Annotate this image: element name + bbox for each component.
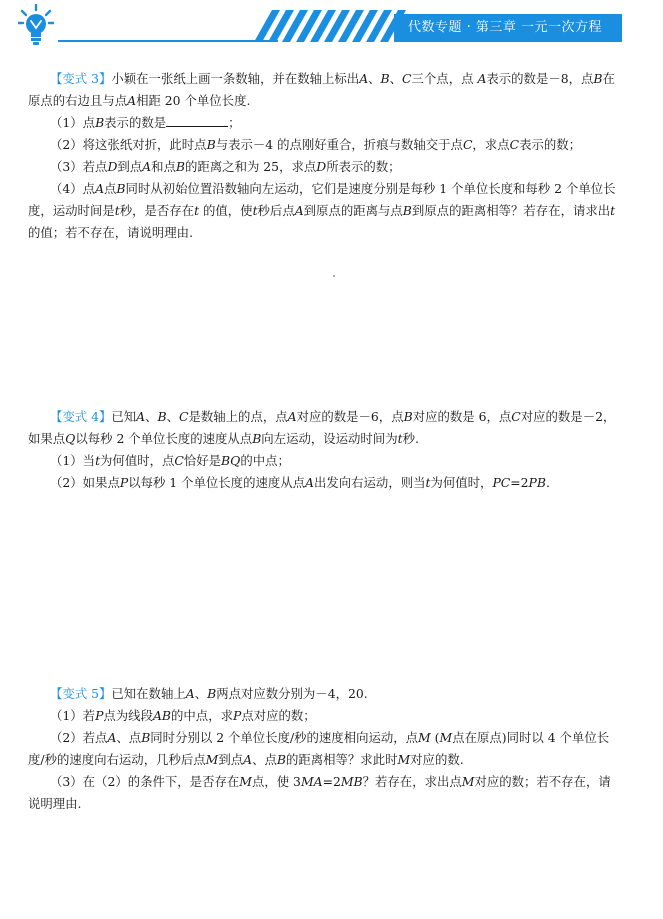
text-run: 对应的数是 6，点 bbox=[412, 409, 512, 424]
text-run: 以每秒 2 个单位长度的速度从点 bbox=[75, 431, 253, 446]
text-run: 、 bbox=[145, 409, 158, 424]
text-run: 点对应的数； bbox=[241, 708, 316, 723]
text-run: 小颖在一张纸上画一条数轴，并在数轴上标出 bbox=[111, 71, 360, 86]
problem-tag: 【变式 3】 bbox=[50, 71, 112, 86]
text-run: 向左运动，设运动时间为 bbox=[261, 431, 398, 446]
text-run: 到原点的距离相等？若存在，请求出 bbox=[411, 203, 611, 218]
sub-question-1 bbox=[28, 705, 622, 727]
text-run: 的值；若不存在，请说明理由. bbox=[28, 225, 194, 240]
math-variable: Q bbox=[65, 431, 76, 446]
math-variable: B bbox=[276, 752, 286, 767]
math-variable: t bbox=[252, 203, 258, 218]
text-run: 与表示－4 的点刚好重合，折痕与数轴交于点 bbox=[215, 137, 463, 152]
math-variable: M bbox=[397, 752, 411, 767]
math-variable: MA bbox=[300, 774, 323, 789]
math-variable: A bbox=[294, 203, 304, 218]
text-run: （1）若 bbox=[50, 708, 96, 723]
math-variable: A bbox=[136, 409, 146, 424]
math-variable: t bbox=[397, 431, 403, 446]
text-run: （4）点 bbox=[50, 181, 96, 196]
text-run: 秒后点 bbox=[257, 203, 295, 218]
problem-tag: 【变式 4】 bbox=[50, 409, 112, 424]
math-variable: B bbox=[141, 730, 151, 745]
math-variable: B bbox=[116, 181, 126, 196]
math-variable: B bbox=[593, 71, 603, 86]
problem-variant-3 bbox=[28, 68, 622, 244]
math-variable: B bbox=[380, 71, 390, 86]
text-run: 以每秒 1 个单位长度的速度从点 bbox=[128, 475, 306, 490]
math-variable: A bbox=[142, 159, 152, 174]
math-variable: t bbox=[194, 203, 200, 218]
text-run: 两点对应数分别为－4，20. bbox=[216, 686, 368, 701]
text-run: 的距离相等？求此时 bbox=[285, 752, 398, 767]
lightbulb-icon bbox=[18, 4, 54, 48]
text-run: 相距 20 个单位长度. bbox=[136, 93, 251, 108]
text-run: 到点 bbox=[218, 752, 244, 767]
problem-tag: 【变式 5】 bbox=[50, 686, 112, 701]
text-run: 对应的数是－6，点 bbox=[296, 409, 404, 424]
text-run: 同时从初始位置沿数轴向左运动，它们是速度分别是每秒 1 个单位长度和每秒 2 个单位长度，运动时间是 bbox=[28, 181, 616, 218]
text-run: ？若存在，求出点 bbox=[362, 774, 462, 789]
text-run: 、 bbox=[194, 686, 208, 701]
math-variable: D bbox=[316, 159, 327, 174]
math-variable: B bbox=[206, 137, 216, 152]
sub-question-3 bbox=[28, 771, 622, 815]
page-header bbox=[0, 0, 663, 52]
sub-question-2 bbox=[28, 727, 622, 771]
text-run: 为何值时，点 bbox=[100, 453, 175, 468]
math-variable: t bbox=[425, 475, 431, 490]
text-run: 为何值时， bbox=[430, 475, 493, 490]
text-run: 的距离之和为 25，求点 bbox=[185, 159, 317, 174]
math-variable: C bbox=[402, 71, 412, 86]
math-variable: MB bbox=[340, 774, 363, 789]
math-variable: P bbox=[232, 708, 242, 723]
text-run: 点在原点)同时以 4 个单位长度/秒的速度向右运动，几秒后点 bbox=[28, 730, 610, 767]
answer-blank bbox=[166, 112, 228, 127]
math-variable: A bbox=[305, 475, 314, 490]
scan-speck bbox=[333, 275, 335, 277]
math-variable: B bbox=[402, 203, 412, 218]
math-variable: A bbox=[95, 181, 105, 196]
math-variable: B bbox=[175, 159, 186, 174]
text-run: =2 bbox=[510, 475, 529, 490]
sub-question-3 bbox=[28, 156, 622, 178]
math-variable: A bbox=[287, 409, 297, 424]
text-run: 已知在数轴上 bbox=[111, 686, 186, 701]
text-run: 、点 bbox=[116, 730, 142, 745]
math-variable: C bbox=[174, 453, 184, 468]
text-run: 同时分别以 2 个单位长度/秒的速度相向运动，点 bbox=[150, 730, 419, 745]
text-run: 点，使 3 bbox=[251, 774, 301, 789]
chapter-banner: 代数专题 · 第三章 一元一次方程 bbox=[394, 14, 622, 42]
math-variable: A bbox=[359, 71, 369, 86]
math-variable: M bbox=[239, 774, 252, 789]
text-run: （2）将这张纸对折，此时点 bbox=[50, 137, 207, 152]
problem-intro bbox=[28, 406, 622, 450]
text-run: 出发向右运动，则当 bbox=[313, 475, 426, 490]
math-variable: B bbox=[207, 686, 217, 701]
text-run: 到原点的距离与点 bbox=[303, 203, 403, 218]
math-variable: B bbox=[157, 409, 167, 424]
sub-question-1 bbox=[28, 112, 622, 134]
math-variable: A bbox=[477, 71, 487, 86]
math-variable: AB bbox=[152, 708, 172, 723]
text-run: 已知 bbox=[111, 409, 137, 424]
text-run: 表示的数； bbox=[519, 137, 582, 152]
problem-intro bbox=[28, 68, 622, 112]
text-run: 、 bbox=[389, 71, 403, 86]
text-run: 、 bbox=[166, 409, 180, 424]
problem-variant-5 bbox=[28, 683, 622, 815]
math-variable: P bbox=[119, 475, 129, 490]
text-run: 秒，是否存在 bbox=[119, 203, 195, 218]
header-stripes bbox=[248, 10, 408, 42]
math-variable: A bbox=[127, 93, 137, 108]
text-run: 秒. bbox=[402, 431, 419, 446]
text-run: 是数轴上的点，点 bbox=[188, 409, 288, 424]
sub-question-2 bbox=[28, 472, 622, 494]
text-run: 对应的数是－2，如果点 bbox=[28, 409, 616, 446]
math-variable: B bbox=[252, 431, 262, 446]
text-run: 恰好是 bbox=[183, 453, 222, 468]
math-variable: PB bbox=[528, 475, 546, 490]
text-run: （3）若点 bbox=[50, 159, 108, 174]
math-variable: C bbox=[462, 137, 473, 152]
math-variable: PC bbox=[492, 475, 511, 490]
math-variable: t bbox=[610, 203, 616, 218]
text-run: 表示的数是 bbox=[104, 115, 167, 130]
math-variable: A bbox=[185, 686, 195, 701]
math-variable: A bbox=[243, 752, 253, 767]
math-variable: C bbox=[509, 137, 520, 152]
text-run: 在原点的右边且与点 bbox=[28, 71, 615, 108]
header-divider bbox=[58, 40, 278, 42]
text-run: 对应的数；若不存在，请说明理由. bbox=[28, 774, 611, 811]
text-run: 三个点，点 bbox=[411, 71, 478, 86]
problem-variant-4 bbox=[28, 406, 622, 494]
text-run: 、点 bbox=[252, 752, 277, 767]
text-run: 、 bbox=[368, 71, 381, 86]
text-run: ； bbox=[228, 115, 241, 130]
sub-question-4 bbox=[28, 178, 622, 244]
text-run: 的值，使 bbox=[199, 203, 253, 218]
text-run: 到点 bbox=[117, 159, 143, 174]
math-variable: B bbox=[95, 115, 105, 130]
text-run: （3）在（2）的条件下，是否存在 bbox=[50, 774, 240, 789]
math-variable: M bbox=[439, 730, 453, 745]
math-variable: A bbox=[107, 730, 117, 745]
text-run: （2）如果点 bbox=[50, 475, 120, 490]
math-variable: B bbox=[403, 409, 413, 424]
math-variable: M bbox=[205, 752, 219, 767]
math-variable: P bbox=[95, 708, 104, 723]
text-run: 对应的数. bbox=[410, 752, 464, 767]
math-variable: t bbox=[114, 203, 120, 218]
text-run: （2）若点 bbox=[50, 730, 108, 745]
math-variable: C bbox=[179, 409, 189, 424]
math-variable: D bbox=[107, 159, 118, 174]
text-run: 的中点； bbox=[240, 453, 290, 468]
sub-question-1 bbox=[28, 450, 622, 472]
sub-question-2 bbox=[28, 134, 622, 156]
text-run: =2 bbox=[322, 774, 341, 789]
text-run: ( bbox=[430, 730, 440, 745]
text-run: （1）当 bbox=[50, 453, 96, 468]
text-run: 的中点，求 bbox=[171, 708, 233, 723]
text-run: 和点 bbox=[151, 159, 176, 174]
text-run: 表示的数是－8，点 bbox=[486, 71, 594, 86]
math-variable: BQ bbox=[221, 453, 241, 468]
text-run: . bbox=[545, 475, 550, 490]
text-run: 点 bbox=[104, 181, 117, 196]
text-run: ，求点 bbox=[472, 137, 510, 152]
math-variable: M bbox=[461, 774, 475, 789]
text-run: 点为线段 bbox=[103, 708, 153, 723]
problem-intro bbox=[28, 683, 622, 705]
text-run: （1）点 bbox=[50, 115, 96, 130]
text-run: 所表示的数； bbox=[326, 159, 401, 174]
math-variable: t bbox=[95, 453, 101, 468]
math-variable: M bbox=[418, 730, 431, 745]
math-variable: C bbox=[511, 409, 521, 424]
